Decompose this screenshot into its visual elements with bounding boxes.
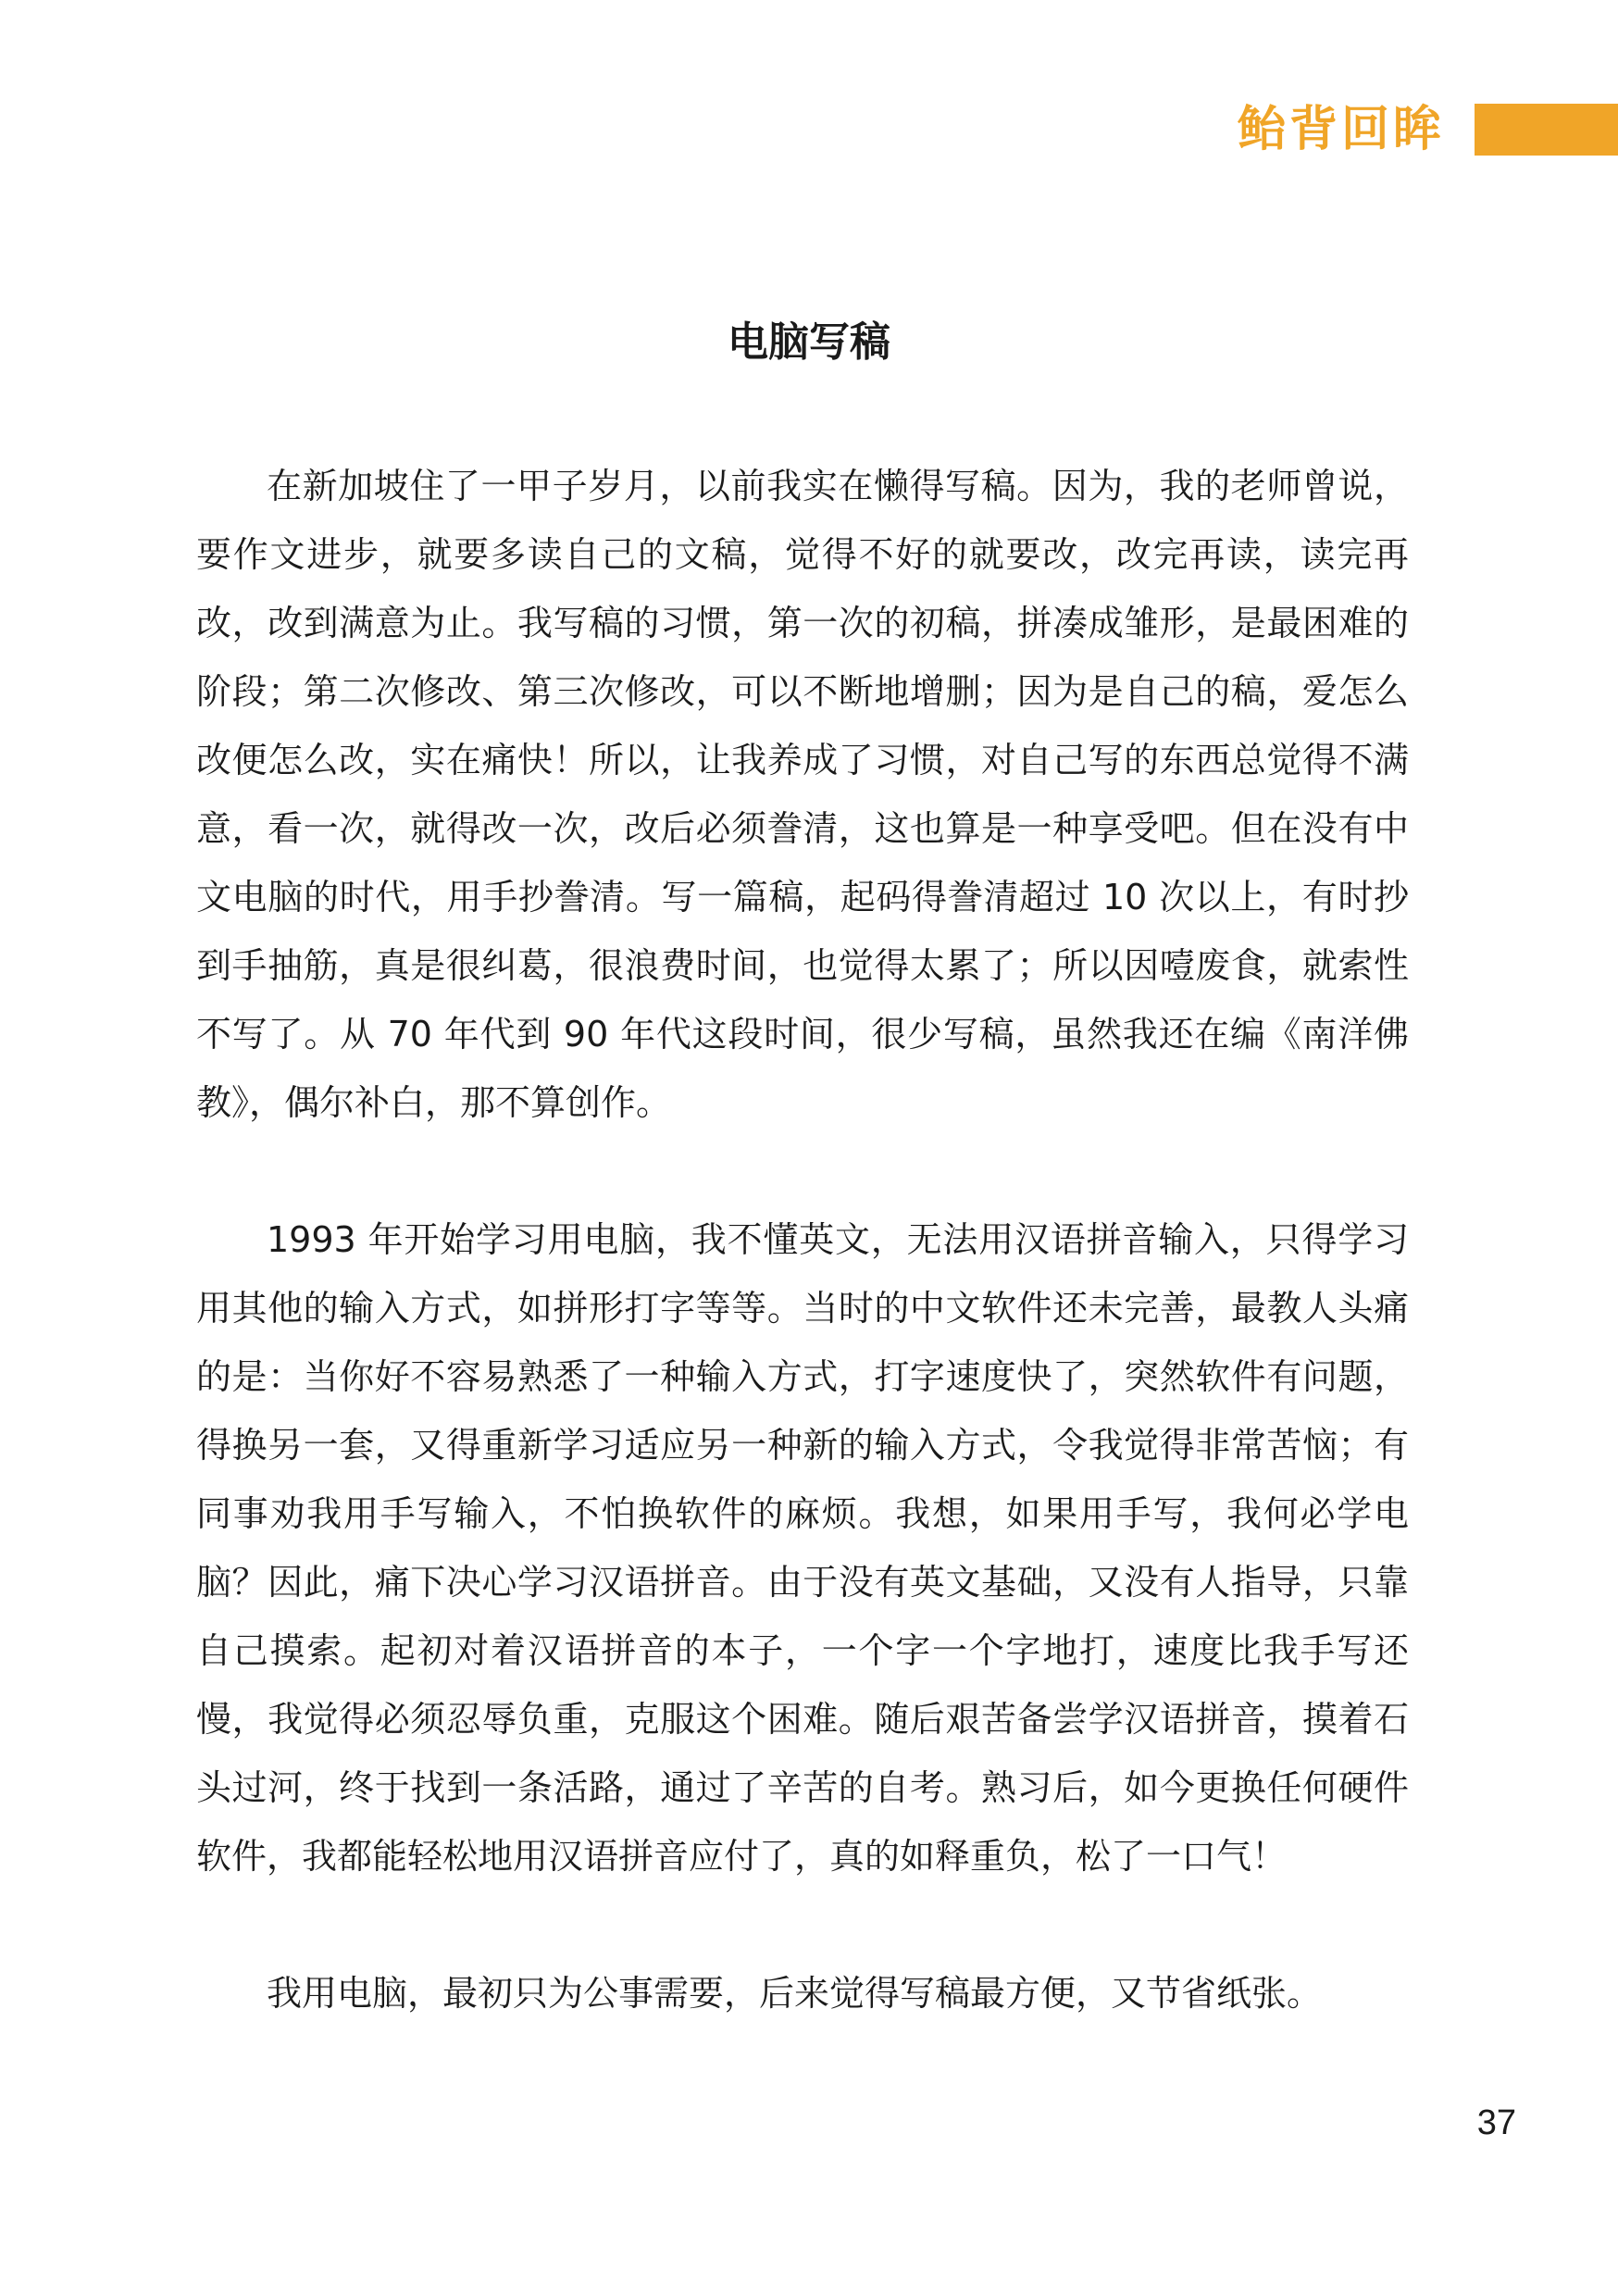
paragraph-2: 1993 年开始学习用电脑，我不懂英文，无法用汉语拼音输入，只得学习用其他的输入方式，如拼形打字等等。当时的中文软件还未完善，最教人头痛的是：当你好不容易熟悉了一种输入方式，打字速度快了，突然软件有问题，得换另一套，又得重新学习适应另一种新的输入方式，令我觉得非常苦恼；有同事劝我用手写输入，不怕换软件的麻烦。我想，如果用手写，我何必学电脑？因此，痛下决心学习汉语拼音。由于没有英文基础，又没有人指导，只靠自己摸索。起初对着汉语拼音的本子，一个字一个字地打，速度比我手写还慢，我觉得必须忍辱负重，克服这个困难。随后艰苦备尝学汉语拼音，摸着石头过河，终于找到一条活路，通过了辛苦的自考。熟习后，如今更换任何硬件软件，我都能轻松地用汉语拼音应付了，真的如释重负，松了一口气！ — [196, 1219, 1409, 1877]
paragraph-3: 我用电脑，最初只为公事需要，后来觉得写稿最方便，又节省纸张。 — [267, 1973, 1323, 2014]
article-title: 电脑写稿 — [728, 318, 890, 366]
section-title: 鲐背回眸 — [1237, 102, 1445, 157]
paragraph-1: 在新加坡住了一甲子岁月，以前我实在懒得写稿。因为，我的老师曾说，要作文进步，就要多读自己的文稿，觉得不好的就要改，改完再读，读完再改，改到满意为止。我写稿的习惯，第一次的初稿，拼凑成雏形，是最困难的阶段；第二次修改、第三次修改，可以不断地增删；因为是自己的稿，爱怎么改便怎么改，实在痛快！所以，让我养成了习惯，对自己写的东西总觉得不满意，看一次，就得改一次，改后必须誊清，这也算是一种享受吧。但在没有中文电脑的时代，用手抄誊清。写一篇稿，起码得誊清超过 10 次以上，有时抄到手抽筋，真是很纠葛，很浪费时间，也觉得太累了；所以因噎废食，就索性不写了。从 70 年代到 90 年代这段时间，很少写稿，虽然我还在编《南洋佛教》，偶尔补白，那不算创作。 — [196, 466, 1409, 1123]
section-accent-bar — [1475, 104, 1618, 156]
page-number: 37 — [1476, 2103, 1516, 2142]
section-header — [1238, 104, 1618, 156]
article-body — [196, 452, 1409, 2096]
